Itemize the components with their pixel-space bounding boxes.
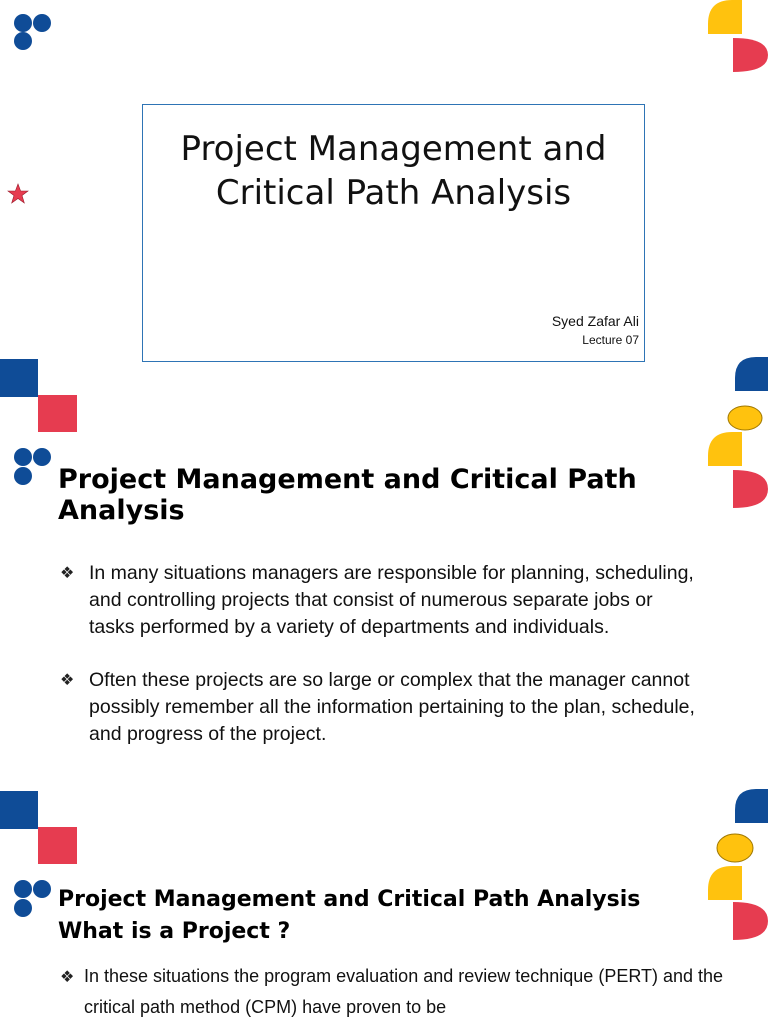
list-item [60, 667, 700, 748]
slide-heading [58, 884, 738, 948]
red-star-icon [8, 184, 28, 203]
blue-leaf-icon [735, 357, 768, 391]
heading-line-2: What is a Project ? [58, 919, 291, 944]
blue-trefoil-icon [14, 880, 51, 917]
lecture-number: Lecture 07 [582, 333, 639, 347]
blue-square-icon [0, 791, 38, 829]
blue-trefoil-icon [14, 14, 51, 50]
diamond-bullet-icon: ❖ [60, 565, 75, 582]
diamond-bullet-icon: ❖ [60, 672, 75, 689]
red-square-icon [38, 395, 77, 432]
heading-line-1: Project Management and Critical Path Analysis [58, 887, 641, 912]
author-name: Syed Zafar Ali [551, 313, 639, 329]
blue-leaf-icon [735, 789, 768, 823]
bullet-text: Often these projects are so large or complex that the manager cannot possibly remember all the information pertaining to the plan, schedule, and progress of the project. [89, 669, 695, 745]
red-halfcircle-icon [733, 470, 768, 508]
yellow-leaf-icon [708, 0, 742, 34]
red-square-icon [38, 827, 77, 864]
red-halfcircle-icon [733, 38, 768, 72]
slide-introduction [0, 432, 768, 864]
red-halfcircle-icon [733, 902, 768, 940]
bullet-text: In many situations managers are responsible for planning, scheduling, and controlling projects that consist of numerous separate jobs or tasks performed by a variety of departments and individuals. [89, 562, 694, 638]
list-item [60, 961, 724, 1023]
title-box [142, 104, 645, 362]
yellow-leaf-icon [708, 432, 742, 466]
blue-square-icon [0, 359, 38, 397]
slide-what-is-project [0, 864, 768, 1024]
list-item [60, 560, 700, 641]
diamond-bullet-icon: ❖ [60, 969, 75, 986]
slide-heading: Project Management and Critical Path Analysis [58, 464, 637, 526]
slide-title [0, 0, 768, 432]
yellow-cloud-icon [717, 834, 753, 862]
slide-title-text: Project Management and Critical Path Analysis [180, 129, 607, 213]
bullet-text: In these situations the program evaluation and review technique (PERT) and the critical path method (CPM) have proven to be [84, 966, 724, 1017]
blue-trefoil-icon [14, 448, 51, 485]
bullet-list [60, 560, 700, 748]
yellow-cloud-icon [728, 406, 762, 430]
